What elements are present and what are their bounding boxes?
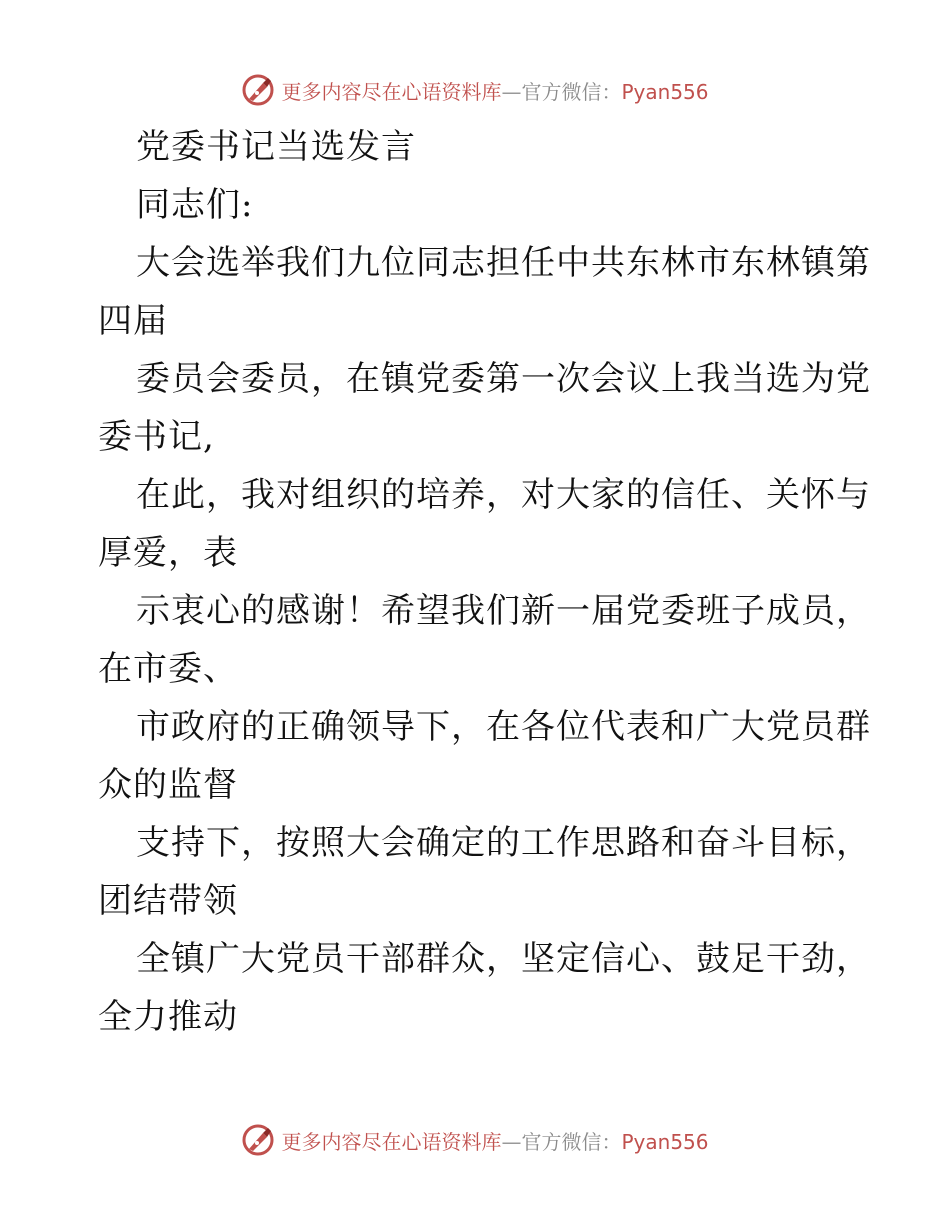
speech-body: [98, 118, 871, 1046]
text-line: 市政府的正确领导下，在各位代表和广大党员群: [136, 707, 871, 747]
banner-dash: —: [501, 79, 522, 104]
pen-nib-logo-icon: [241, 1123, 275, 1157]
banner-library-text: 更多内容尽在心语资料库: [281, 1129, 502, 1154]
text-line: 厚爱，表: [98, 533, 238, 573]
text-line: 委书记,: [98, 417, 215, 457]
text-line: 众的监督: [98, 765, 238, 805]
banner-wechat-label: 官方微信：: [521, 1129, 622, 1154]
text-line: 支持下，按照大会确定的工作思路和奋斗目标，: [136, 823, 871, 863]
banner-wechat-label: 官方微信：: [521, 79, 622, 104]
text-line: 团结带领: [98, 881, 238, 921]
text-line: 大会选举我们九位同志担任中共东林市东林镇第: [136, 243, 871, 283]
banner-dash: —: [501, 1129, 522, 1154]
banner-text: [281, 1126, 708, 1155]
text-line: 全力推动: [98, 997, 238, 1037]
text-line: 在市委、: [98, 649, 238, 689]
banner-library-text: 更多内容尽在心语资料库: [281, 79, 502, 104]
banner-wechat-id: Pyan556: [621, 1129, 709, 1154]
text-line: 全镇广大党员干部群众，坚定信心、鼓足干劲，: [136, 939, 871, 979]
text-line: 委员会委员，在镇党委第一次会议上我当选为党: [136, 359, 871, 399]
footer-banner: [0, 1120, 950, 1160]
text-line: 在此，我对组织的培养，对大家的信任、关怀与: [136, 475, 871, 515]
text-line: 同志们:: [136, 185, 254, 225]
pen-nib-logo-icon: [241, 73, 275, 107]
text-line: 示衷心的感谢！希望我们新一届党委班子成员，: [136, 591, 871, 631]
banner-text: [281, 76, 708, 105]
text-line: 四届: [98, 301, 168, 341]
banner-wechat-id: Pyan556: [621, 79, 709, 104]
text-line: 党委书记当选发言: [136, 127, 416, 167]
header-banner: [0, 70, 950, 110]
